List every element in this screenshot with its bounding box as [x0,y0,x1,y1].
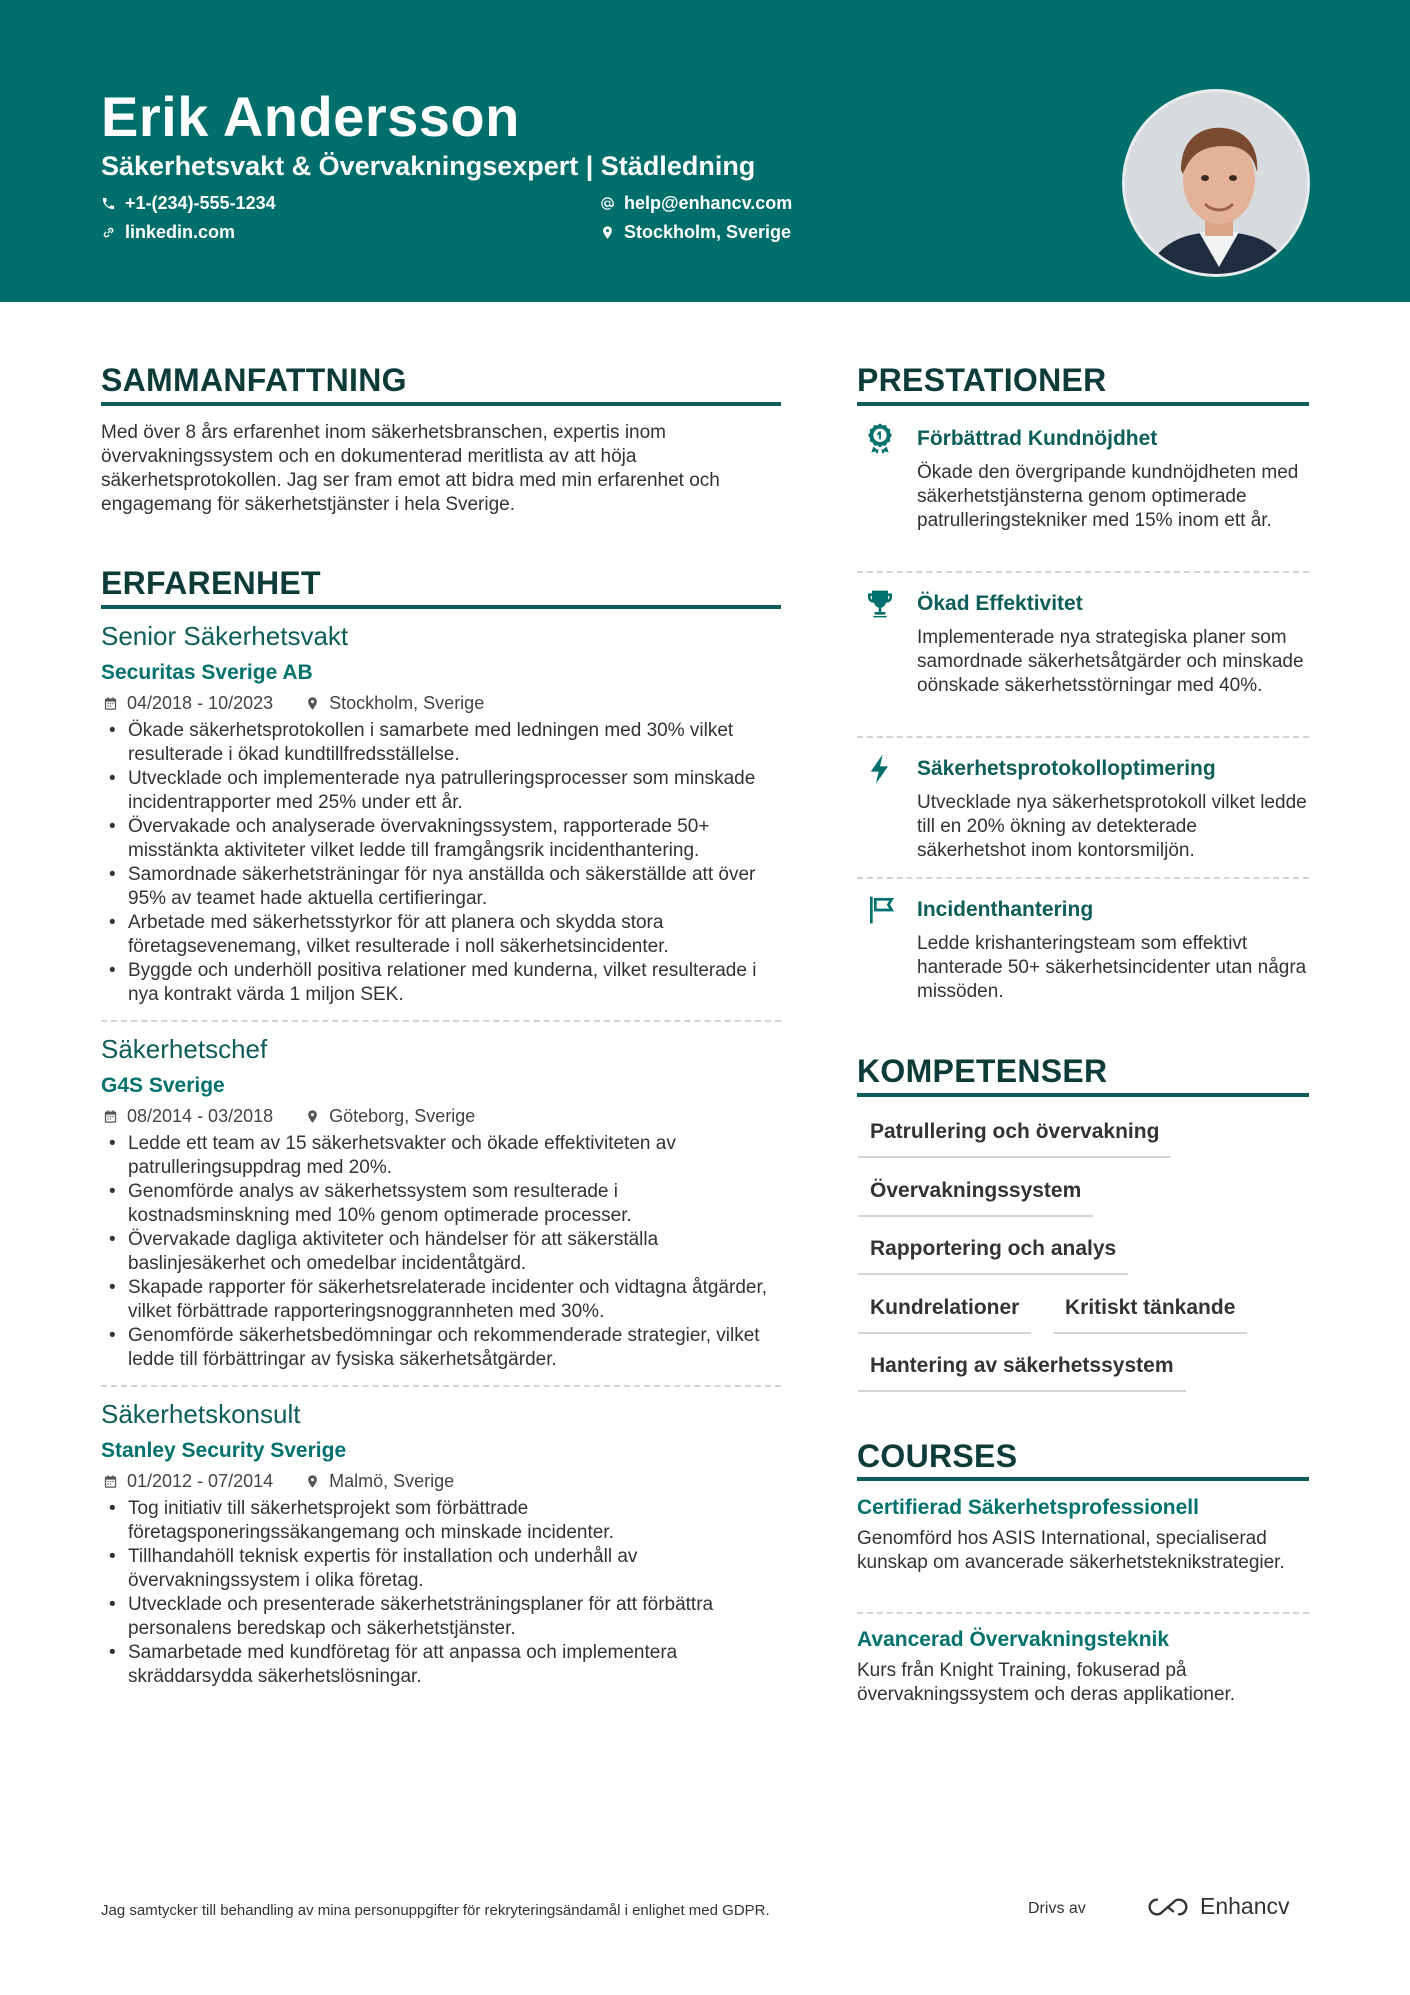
location-pin-icon [305,1474,320,1489]
award-ribbon-icon [864,422,896,454]
achievements-rule [857,402,1309,406]
achievement-text: Utvecklade nya säkerhetsprotokoll vilket ledde till en 20% ökning av detekterade säkerhetshot inom kontorsmiljön. [917,792,1307,861]
job-title: Säkerhetskonsult [101,1399,301,1429]
job-meta [103,693,484,714]
powered-by-label: Drivs av [1028,1900,1086,1917]
job-dates: 08/2014 - 03/2018 [127,1106,274,1126]
list-item: • Tog initiativ till säkerhetsprojekt som förbättrade företagsponeringssäkangemang och minskade incidenter. [101,1497,781,1545]
brand-name: Enhancv [1200,1893,1290,1919]
resume-header [0,0,1410,302]
job-location [305,1106,475,1127]
skill-tag: Övervakningssystem [858,1179,1093,1217]
achievement-title: Förbättrad Kundnöjdhet [917,427,1158,450]
job-meta [103,1471,454,1492]
location-pin-icon [600,225,615,240]
skill-tag: Patrullering och övervakning [858,1120,1171,1158]
skill-tag: Kundrelationer [858,1296,1031,1334]
achievement-text: Ledde krishanteringsteam som effektivt hanterade 50+ säkerhetsincidenter utan några missöden. [917,933,1307,1002]
divider [101,1385,781,1387]
email-contact[interactable] [600,193,792,214]
divider [857,1612,1309,1614]
list-item: • Övervakade dagliga aktiviteter och händelser för att säkerställa baslinjesäkerhet och omedelbar incidentåtgärd. [101,1228,781,1276]
achievement-title: Ökad Effektivitet [917,592,1083,615]
course-title: Avancerad Övervakningsteknik [857,1628,1170,1651]
job-dates: 04/2018 - 10/2023 [127,693,274,713]
phone-contact[interactable] [101,193,276,214]
job-bullets [101,1132,781,1372]
company-name: Securitas Sverige AB [101,661,313,684]
experience-rule [101,605,781,609]
job-location-text: Göteborg, Sverige [329,1106,476,1126]
course-text: Kurs från Knight Training, fokuserad på övervakningssystem och deras applikationer. [857,1660,1236,1705]
list-item: • Arbetade med säkerhetsstyrkor för att planera och skydda stora företagsevenemang, vilket resulterade i noll säkerhetsincidenter. [101,911,781,959]
list-item: • Genomförde analys av säkerhetssystem som resulterade i kostnadsminskning med 10% genom optimerade processer. [101,1180,781,1228]
at-sign-icon [600,196,615,211]
avatar [1122,89,1310,277]
list-item: • Tillhandahöll teknisk expertis för installation och underhåll av övervakningssystem i olika företag. [101,1545,781,1593]
summary-heading: SAMMANFATTNING [101,362,407,398]
list-item: • Utvecklade och implementerade nya patrulleringsprocesser som minskade incidentrapporter med 25% under ett år. [101,767,781,815]
divider [857,571,1309,573]
job-title: Säkerhetschef [101,1034,268,1064]
skill-tag: Hantering av säkerhetssystem [858,1354,1186,1392]
skill-tag: Rapportering och analys [858,1237,1128,1275]
job-location [305,1471,454,1492]
list-item: • Samarbetade med kundföretag för att anpassa och implementera skräddarsydda säkerhetslösningar. [101,1641,781,1689]
location-contact [600,222,791,243]
divider [857,736,1309,738]
job-bullets [101,1497,781,1689]
list-item: • Ledde ett team av 15 säkerhetsvakter och ökade effektiviteten av patrulleringsuppdrag med 20%. [101,1132,781,1180]
list-item: • Samordnade säkerhetsträningar för nya anställda och säkerställde att över 95% av teamet hade aktuella certifieringar. [101,863,781,911]
lightning-bolt-icon [864,753,896,785]
linkedin-text: linkedin.com [125,222,236,242]
divider [101,1020,781,1022]
list-item: • Ökade säkerhetsprotokollen i samarbete med ledningen med 30% vilket resulterade i ökad kundtillfredsställelse. [101,719,781,767]
skills-rule [857,1093,1309,1097]
gdpr-consent: Jag samtycker till behandling av mina personuppgifter för rekryteringsändamål i enlighet med GDPR. [101,1902,770,1919]
summary-rule [101,402,781,406]
list-item: • Övervakade och analyserade övervakningssystem, rapporterade 50+ misstänkta aktiviteter vilket ledde till framgångsrik incidenthantering. [101,815,781,863]
job-title: Senior Säkerhetsvakt [101,621,349,651]
courses-rule [857,1477,1309,1481]
courses-heading: COURSES [857,1438,1018,1474]
skill-tag: Kritiskt tänkande [1053,1296,1247,1334]
phone-text: +1-(234)-555-1234 [125,193,276,213]
list-item: • Genomförde säkerhetsbedömningar och rekommenderade strategier, vilket ledde till förbättringar av fysiska säkerhetsåtgärder. [101,1324,781,1372]
linkedin-contact[interactable] [101,222,235,243]
job-location-text: Malmö, Sverige [329,1471,455,1491]
calendar-icon [103,1109,118,1124]
experience-heading: ERFARENHET [101,565,321,601]
email-text: help@enhancv.com [624,193,793,213]
course-text: Genomförd hos ASIS International, specialiserad kunskap om avancerade säkerhetsteknikstrategier. [857,1528,1285,1573]
company-name: Stanley Security Sverige [101,1439,347,1462]
company-name: G4S Sverige [101,1074,225,1097]
list-item: • Byggde och underhöll positiva relationer med kunderna, vilket resulterade i nya kontrakt värda 1 miljon SEK. [101,959,781,1007]
achievement-title: Säkerhetsprotokolloptimering [917,757,1216,780]
job-meta [103,1106,475,1127]
achievements-heading: PRESTATIONER [857,362,1107,398]
achievement-text: Ökade den övergripande kundnöjdheten med säkerhetstjänsterna genom optimerade patrulleringstekniker med 15% inom ett år. [917,462,1299,531]
achievement-text: Implementerade nya strategiska planer som samordnade säkerhetsåtgärder och minskade oönskade säkerhetsstörningar med 40%. [917,627,1304,696]
flag-icon [864,894,900,926]
location-pin-icon [305,696,320,711]
achievement-title: Incidenthantering [917,898,1094,921]
job-bullets [101,719,781,1007]
candidate-title: Säkerhetsvakt & Övervakningsexpert | Städledning [101,151,756,181]
calendar-icon [103,696,118,711]
course-title: Certifierad Säkerhetsprofessionell [857,1496,1199,1519]
brand-logo[interactable] [1146,1893,1290,1920]
enhancv-logo-icon [1146,1896,1190,1918]
trophy-icon [864,588,896,620]
divider [857,877,1309,879]
phone-icon [101,196,116,211]
list-item: • Utvecklade och presenterade säkerhetsträningsplaner för att förbättra personalens beredskap och säkerhetstjänster. [101,1593,781,1641]
job-location-text: Stockholm, Sverige [329,693,485,713]
skills-heading: KOMPETENSER [857,1053,1108,1089]
link-icon [101,225,116,240]
list-item: • Skapade rapporter för säkerhetsrelaterade incidenter och vidtagna åtgärder, vilket förbättrade rapporteringsnoggrannheten med 30%. [101,1276,781,1324]
location-pin-icon [305,1109,320,1124]
job-location [305,693,484,714]
summary-text: Med över 8 års erfarenhet inom säkerhetsbranschen, expertis inom övervakningssystem och en dokumenterad meritlista av att höja säkerhetsprotokollen. Jag ser fram emot att bidra med min erfarenhet och engagemang för säkerhetstjänster i hela Sverige. [101,422,720,515]
location-text: Stockholm, Sverige [624,222,792,242]
candidate-name: Erik Andersson [101,85,520,148]
calendar-icon [103,1474,118,1489]
job-dates: 01/2012 - 07/2014 [127,1471,274,1491]
